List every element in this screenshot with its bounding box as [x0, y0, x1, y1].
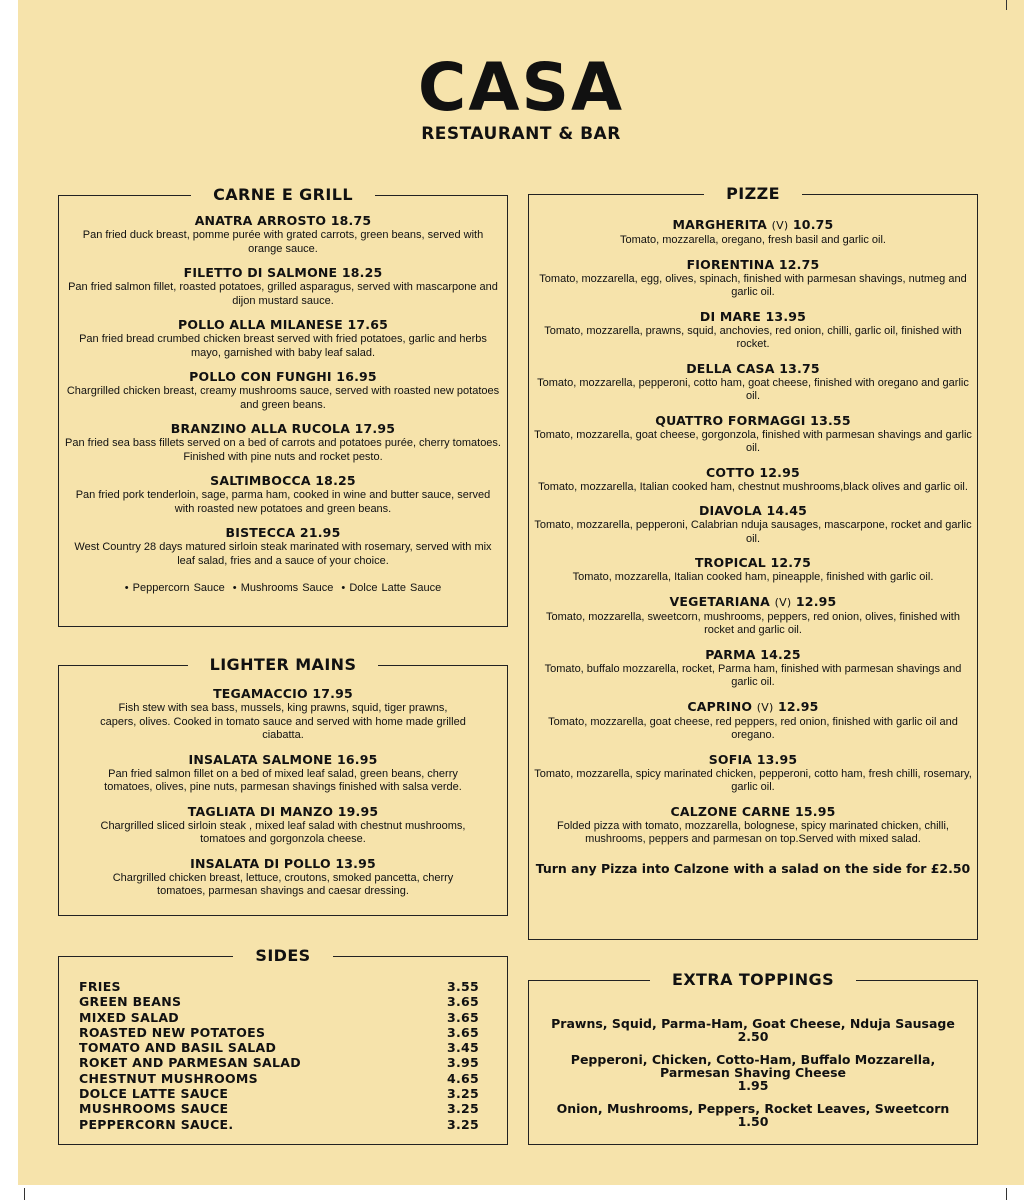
- carne-list: [59, 213, 507, 594]
- menu-item-description: Chargrilled chicken breast, lettuce, croutons, smoked pancetta, cherry tomatoes, parmesan shavings and caesar dressing.: [112, 871, 454, 897]
- side-price: 3.95: [446, 1055, 479, 1071]
- carne-title: CARNE E GRILL: [191, 185, 375, 204]
- topping-price: 2.50: [737, 1029, 769, 1044]
- topping-list: Onion, Mushrooms, Peppers, Rocket Leaves, Sweetcorn: [556, 1101, 950, 1116]
- pizza-name-line: [533, 804, 973, 820]
- pizza-price: 13.95: [765, 308, 807, 324]
- side-price: 4.65: [446, 1070, 479, 1086]
- pizza-description: Tomato, mozzarella, spicy marinated chicken, pepperoni, cotto ham, fresh chilli, rosemary, garlic oil.: [534, 767, 972, 793]
- menu-item: [65, 317, 501, 360]
- side-row: [79, 1040, 479, 1055]
- crop-mark: [24, 1188, 25, 1200]
- vegetarian-badge: (V): [774, 595, 792, 609]
- vegetarian-badge: (V): [771, 219, 789, 232]
- pizza-name-line: [533, 647, 973, 663]
- pizza-description: Tomato, mozzarella, sweetcorn, mushrooms, peppers, red onion, olives, finished with rocket and garlic oil.: [546, 610, 960, 636]
- pizza-item: [533, 465, 973, 495]
- menu-item-name: SALTIMBOCCA 18.25: [210, 473, 356, 488]
- side-name: FRIES: [79, 979, 121, 994]
- pizza-price: 14.45: [766, 503, 808, 518]
- pizza-name: DI MARE: [699, 308, 761, 324]
- side-name: DOLCE LATTE SAUCE: [79, 1086, 229, 1102]
- pizza-name: VEGETARIANA: [669, 593, 771, 609]
- toppings-list: [529, 1017, 977, 1138]
- menu-item-description: Pan fried duck breast, pomme purée with grated carrots, green beans, served with orange sauce.: [82, 229, 484, 255]
- menu-item: [65, 525, 501, 568]
- topping-price: 1.95: [737, 1078, 769, 1093]
- pizza-name: FIORENTINA: [686, 256, 775, 272]
- pizza-item: [533, 257, 973, 300]
- pizza-item: [533, 555, 973, 585]
- pizza-item: [533, 699, 973, 743]
- menu-item-description: Chargrilled sliced sirloin steak , mixed leaf salad with chestnut mushrooms, tomatoes and gorgonzola cheese.: [100, 819, 466, 845]
- pizza-name-line: [533, 361, 973, 377]
- menu-item-name: INSALATA DI POLLO 13.95: [190, 855, 376, 871]
- side-row: [79, 1025, 479, 1040]
- sides-title: SIDES: [233, 946, 332, 965]
- side-price: 3.25: [446, 1086, 479, 1102]
- menu-item-name: POLLO CON FUNGHI 16.95: [189, 369, 377, 384]
- menu-item-description: Pan fried salmon fillet on a bed of mixed leaf salad, green beans, cherry tomatoes, olives, pine nuts, parmesan shavings finished with salsa verde.: [104, 767, 462, 793]
- pizza-item: [533, 413, 973, 456]
- pizza-item: [533, 647, 973, 690]
- lighter-section: [58, 655, 508, 916]
- pizza-name-line: [533, 555, 973, 571]
- side-row: [79, 1101, 479, 1116]
- topping-group: [549, 1102, 957, 1128]
- side-name: CHESTNUT MUSHROOMS: [79, 1070, 258, 1086]
- menu-item-name: POLLO ALLA MILANESE 17.65: [177, 317, 389, 332]
- menu-item: [99, 752, 467, 795]
- topping-list: Prawns, Squid, Parma-Ham, Goat Cheese, Nduja Sausage: [551, 1016, 955, 1031]
- side-row: [79, 994, 479, 1009]
- menu-item: [65, 369, 501, 412]
- menu-item-name: BISTECCA 21.95: [225, 525, 341, 540]
- pizza-item: [533, 752, 973, 795]
- side-price: 3.55: [446, 979, 479, 994]
- side-row: [79, 1055, 479, 1070]
- lighter-title: LIGHTER MAINS: [188, 655, 379, 674]
- pizza-name: DELLA CASA: [686, 360, 775, 376]
- menu-item: [65, 213, 501, 256]
- pizza-description: Tomato, mozzarella, Italian cooked ham, pineapple, finished with garlic oil.: [572, 571, 934, 583]
- pizza-name: SOFIA: [708, 751, 753, 767]
- pizza-description: Tomato, mozzarella, egg, olives, spinach, finished with parmesan shavings, nutmeg and garlic oil.: [539, 272, 967, 298]
- pizza-name-line: [533, 752, 973, 768]
- pizze-section: [528, 184, 978, 940]
- pizza-price: 12.95: [795, 593, 837, 609]
- pizza-name: MARGHERITA: [672, 217, 768, 232]
- pizza-name: PARMA: [705, 646, 756, 662]
- lighter-list: [59, 686, 507, 908]
- pizza-name-line: [533, 413, 973, 429]
- menu-item-name: TEGAMACCIO 17.95: [213, 686, 353, 701]
- pizza-description: Tomato, mozzarella, oregano, fresh basil and garlic oil.: [620, 234, 886, 246]
- pizza-description: Tomato, mozzarella, pepperoni, cotto ham, goat cheese, finished with oregano and garlic oil.: [537, 376, 969, 402]
- pizza-description: Folded pizza with tomato, mozzarella, bolognese, spicy marinated chicken, chilli, mushrooms, peppers and parmesan on top.Served with mixed salad.: [557, 819, 949, 845]
- pizza-name: DIAVOLA: [698, 503, 762, 518]
- pizza-name: COTTO: [706, 464, 755, 480]
- pizza-name-line: [533, 465, 973, 481]
- pizza-description: Tomato, mozzarella, pepperoni, Calabrian nduja sausages, mascarpone, rocket and garlic oil.: [534, 519, 972, 545]
- pizza-name: CAPRINO: [687, 698, 753, 714]
- side-row: [79, 1117, 479, 1132]
- pizza-item: [533, 217, 973, 248]
- carne-section: [58, 185, 508, 627]
- side-price: 3.65: [446, 1009, 479, 1025]
- pizza-price: 13.55: [810, 412, 851, 428]
- crop-mark: [1006, 0, 1007, 10]
- sauce-options: [65, 582, 501, 594]
- side-row: [79, 979, 479, 994]
- vegetarian-badge: (V): [756, 700, 774, 714]
- side-name: MIXED SALAD: [79, 1009, 179, 1025]
- menu-page: [18, 0, 1024, 1185]
- pizza-name: QUATTRO FORMAGGI: [655, 412, 806, 428]
- pizza-name-line: [533, 309, 973, 325]
- brand-name: CASA: [417, 49, 625, 126]
- pizza-name: TROPICAL: [694, 555, 766, 570]
- side-name: MUSHROOMS SAUCE: [79, 1101, 229, 1117]
- pizza-name-line: [533, 699, 973, 716]
- pizza-price: 13.95: [756, 751, 798, 767]
- sauce-option: • Peppercorn Sauce: [124, 582, 225, 594]
- brand-header: [18, 49, 1024, 144]
- crop-mark: [1006, 1188, 1007, 1200]
- menu-item-name: ANATRA ARROSTO 18.75: [194, 213, 372, 228]
- sauce-option: • Mushrooms Sauce: [232, 582, 334, 594]
- brand-subtitle: RESTAURANT & BAR: [421, 124, 621, 144]
- pizza-name-line: [533, 503, 973, 519]
- menu-item-description: West Country 28 days matured sirloin steak marinated with rosemary, served with mix leaf salad, fries and a sauce of your choice.: [74, 541, 492, 567]
- toppings-section: [528, 970, 978, 1145]
- menu-item-name: FILETTO DI SALMONE 18.25: [183, 265, 383, 280]
- menu-item-name: TAGLIATA DI MANZO 19.95: [187, 803, 379, 819]
- sauce-option: • Dolce Latte Sauce: [341, 582, 442, 594]
- menu-item-description: Pan fried salmon fillet, roasted potatoes, grilled asparagus, served with mascarpone and dijon mustard sauce.: [68, 281, 498, 307]
- menu-item-description: Fish stew with sea bass, mussels, king prawns, squid, tiger prawns, capers, olives. Cooked in tomato sauce and served with home made grilled ciabatta.: [100, 702, 466, 741]
- topping-group: [549, 1017, 957, 1043]
- menu-item: [65, 473, 501, 516]
- topping-price: 1.50: [737, 1114, 769, 1129]
- pizza-price: 12.75: [770, 555, 812, 570]
- menu-item: [65, 421, 501, 464]
- side-price: 3.25: [446, 1101, 479, 1117]
- pizza-price: 15.95: [794, 803, 836, 819]
- menu-item: [99, 804, 467, 847]
- pizza-price: 12.75: [778, 256, 820, 272]
- menu-item: [99, 856, 467, 899]
- pizza-name-line: [533, 594, 973, 611]
- pizza-item: [533, 503, 973, 546]
- side-row: [79, 1086, 479, 1101]
- side-name: ROASTED NEW POTATOES: [79, 1024, 266, 1040]
- pizza-name-line: [533, 217, 973, 234]
- pizza-description: Tomato, mozzarella, goat cheese, gorgonzola, finished with parmesan shavings and garlic oil.: [534, 428, 972, 454]
- pizze-title: PIZZE: [704, 184, 802, 203]
- pizza-price: 14.25: [760, 646, 801, 662]
- pizza-price: 10.75: [792, 217, 834, 232]
- menu-item: [99, 686, 467, 743]
- menu-item-description: Chargrilled chicken breast, creamy mushrooms sauce, served with roasted new potatoes and green beans.: [66, 385, 500, 411]
- toppings-title: EXTRA TOPPINGS: [650, 970, 856, 989]
- side-name: ROKET AND PARMESAN SALAD: [79, 1055, 301, 1071]
- pizza-price: 12.95: [778, 698, 819, 714]
- sides-list: [79, 979, 479, 1132]
- pizza-item: [533, 594, 973, 638]
- pizza-description: Tomato, buffalo mozzarella, rocket, Parma ham, finished with parmesan shavings and garlic oil.: [544, 662, 962, 688]
- side-row: [79, 1071, 479, 1086]
- pizza-item: [533, 361, 973, 404]
- menu-item-description: Pan fried sea bass fillets served on a bed of carrots and potatoes purée, cherry tomatoes. Finished with pine nuts and rocket pesto.: [65, 437, 501, 463]
- menu-item-name: INSALATA SALMONE 16.95: [188, 751, 378, 767]
- pizza-name: CALZONE CARNE: [670, 803, 791, 819]
- side-row: [79, 1010, 479, 1025]
- pizza-item: [533, 804, 973, 847]
- menu-item-description: Pan fried pork tenderloin, sage, parma ham, cooked in wine and butter sauce, served with roasted new potatoes and green beans.: [75, 489, 491, 515]
- topping-group: [549, 1053, 957, 1092]
- calzone-note: Turn any Pizza into Calzone with a salad on the side for £2.50: [535, 860, 971, 876]
- pizza-price: 12.95: [759, 464, 800, 480]
- pizza-description: Tomato, mozzarella, prawns, squid, anchovies, red onion, chilli, garlic oil, finished with rocket.: [544, 324, 962, 350]
- side-price: 3.65: [446, 994, 479, 1010]
- pizza-price: 13.75: [779, 360, 820, 376]
- side-name: GREEN BEANS: [79, 994, 182, 1010]
- topping-list: Pepperoni, Chicken, Cotto-Ham, Buffalo Mozzarella, Parmesan Shaving Cheese: [570, 1052, 936, 1080]
- pizza-item: [533, 309, 973, 352]
- side-price: 3.45: [446, 1040, 479, 1056]
- pizza-description: Tomato, mozzarella, goat cheese, red peppers, red onion, finished with garlic oil and oregano.: [548, 715, 958, 741]
- side-price: 3.65: [446, 1024, 479, 1040]
- side-price: 3.25: [446, 1116, 479, 1132]
- menu-item-name: BRANZINO ALLA RUCOLA 17.95: [170, 421, 396, 436]
- pizza-description: Tomato, mozzarella, Italian cooked ham, chestnut mushrooms,black olives and garlic oil.: [538, 480, 968, 493]
- menu-item-description: Pan fried bread crumbed chicken breast served with fried potatoes, garlic and herbs mayo, garnished with baby leaf salad.: [79, 333, 487, 359]
- sides-section: [58, 946, 508, 1145]
- menu-item: [65, 265, 501, 308]
- side-name: TOMATO AND BASIL SALAD: [79, 1040, 277, 1056]
- side-name: PEPPERCORN SAUCE.: [79, 1116, 234, 1132]
- pizza-name-line: [533, 257, 973, 273]
- pizze-list: [529, 217, 977, 876]
